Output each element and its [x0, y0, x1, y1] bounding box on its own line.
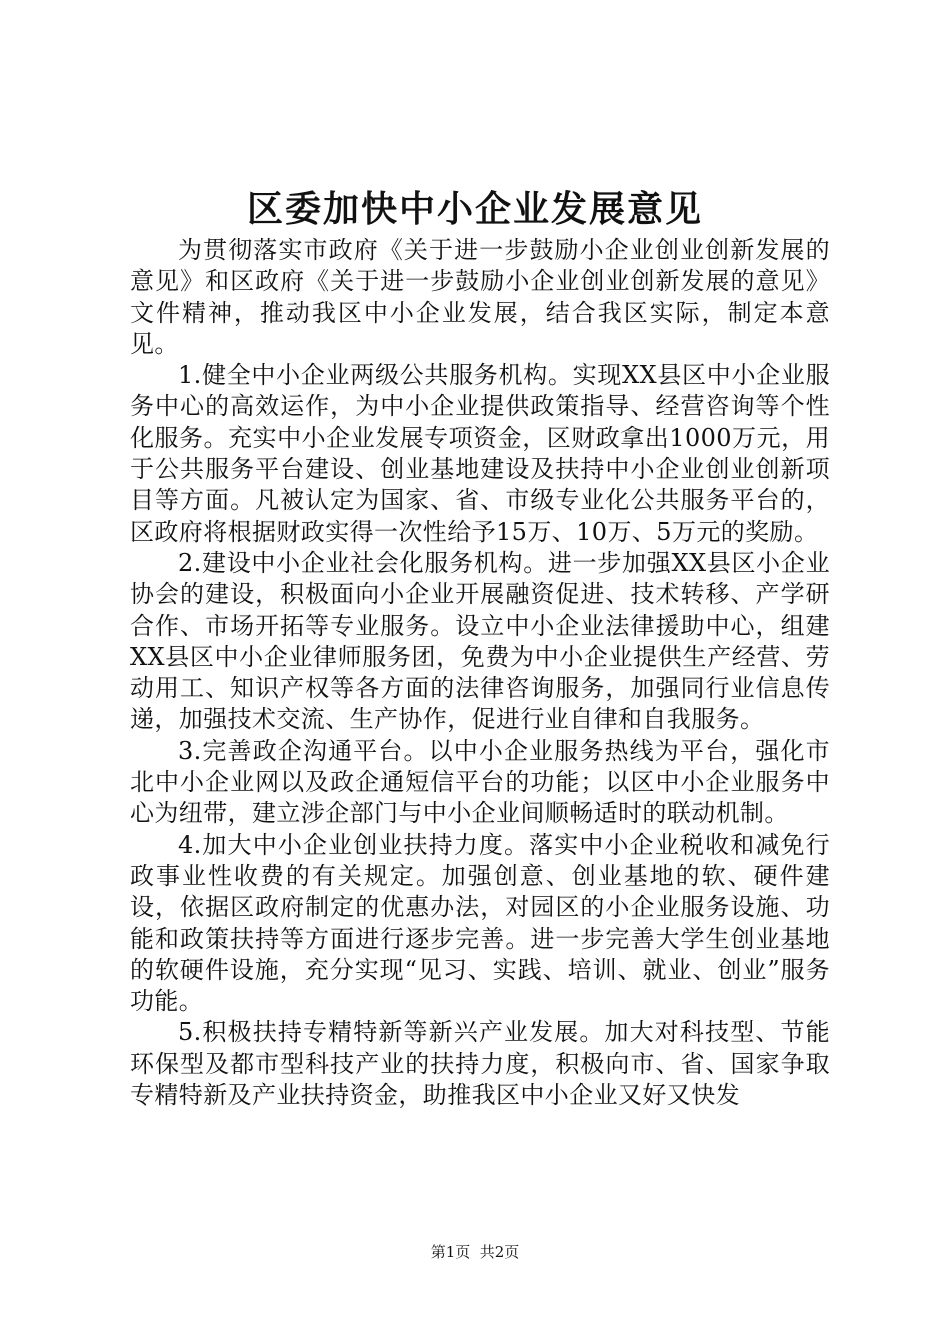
page-footer: 第1页 共2页 — [430, 1243, 520, 1261]
document-title: 区委加快中小企业发展意见 — [246, 188, 703, 230]
document-body — [130, 235, 830, 1111]
paragraph-item-4: 4.加大中小企业创业扶持力度。落实中小企业税收和减免行政事业性收费的有关规定。加强创意、创业基地的软、硬件建设，依据区政府制定的优惠办法，对园区的小企业服务设施、功能和政策扶持等方面进行逐步完善。进一步完善大学生创业基地的软硬件设施，充分实现“见习、实践、培训、就业、创业”服务功能。 — [130, 830, 830, 1016]
intro-paragraph: 为贯彻落实市政府《关于进一步鼓励小企业创业创新发展的意见》和区政府《关于进一步鼓励小企业创业创新发展的意见》文件精神，推动我区中小企业发展，结合我区实际，制定本意见。 — [130, 236, 830, 358]
paragraph-item-3: 3.完善政企沟通平台。以中小企业服务热线为平台，强化市北中小企业网以及政企通短信平台的功能；以区中小企业服务中心为纽带，建立涉企部门与中小企业间顺畅适时的联动机制。 — [130, 736, 830, 828]
paragraph-item-1: 1.健全中小企业两级公共服务机构。实现XX县区中小企业服务中心的高效运作，为中小企业提供政策指导、经营咨询等个性化服务。充实中小企业发展专项资金，区财政拿出1000万元，用于公共服务平台建设、创业基地建设及扶持中小企业创业创新项目等方面。凡被认定为国家、省、市级专业化公共服务平台的，区政府将根据财政实得一次性给予15万、10万、5万元的奖励。 — [130, 361, 830, 546]
paragraph-item-2: 2.建设中小企业社会化服务机构。进一步加强XX县区小企业协会的建设，积极面向小企业开展融资促进、技术转移、产学研合作、市场开拓等专业服务。设立中小企业法律援助中心，组建XX县区中小企业律师服务团，免费为中小企业提供生产经营、劳动用工、知识产权等各方面的法律咨询服务，加强同行业信息传递，加强技术交流、生产协作，促进行业自律和自我服务。 — [130, 548, 830, 734]
paragraph-item-5: 5.积极扶持专精特新等新兴产业发展。加大对科技型、节能环保型及都市型科技产业的扶持力度，积极向市、省、国家争取专精特新及产业扶持资金，助推我区中小企业又好又快发 — [130, 1018, 830, 1110]
